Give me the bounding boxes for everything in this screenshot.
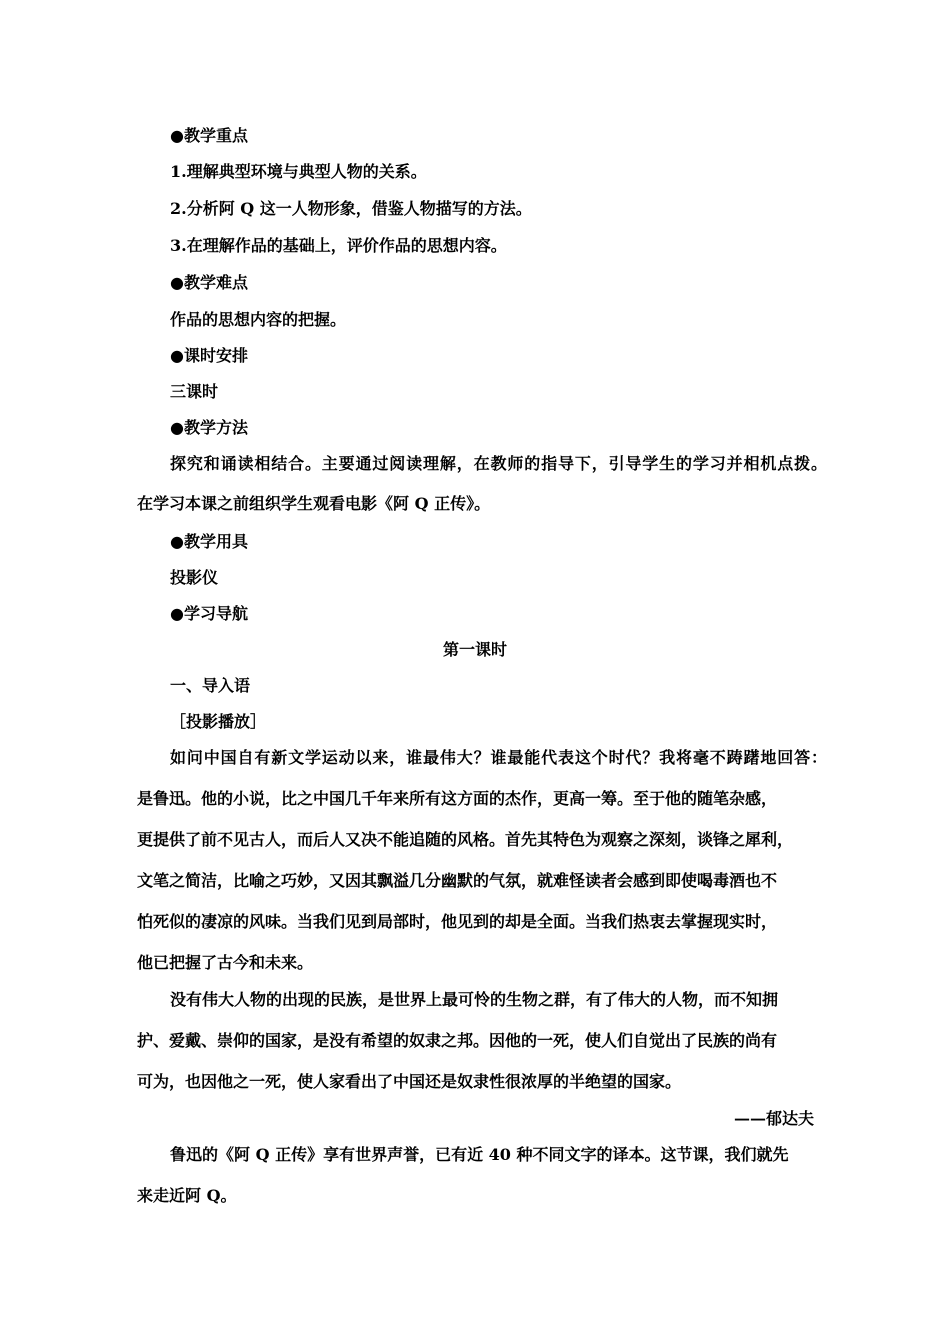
quote-attribution: ——郁达夫 [733, 1109, 814, 1128]
projection-label: ［投影播放］ [170, 712, 267, 731]
closing-line-2: 来走近阿 Q。 [137, 1186, 237, 1205]
tools-heading: ●教学用具 [170, 532, 248, 551]
lesson-title: 第一课时 [442, 640, 507, 659]
method-heading: ●教学方法 [170, 418, 248, 437]
focus-heading: ●教学重点 [170, 126, 248, 145]
difficulty-text: 作品的思想内容的把握。 [170, 310, 347, 329]
quote-line: 护、爱戴、崇仰的国家，是没有希望的奴隶之邦。因他的一死，使人们自觉出了民族的尚有 [137, 1031, 778, 1050]
quote-line: 没有伟大人物的出现的民族，是世界上最可怜的生物之群，有了伟大的人物，而不知拥 [170, 990, 779, 1009]
method-line-2: 在学习本课之前组织学生观看电影《阿 Q 正传》。 [137, 494, 491, 513]
closing-line-1: 鲁迅的《阿 Q 正传》享有世界声誉，已有近 40 种不同文字的译本。这节课，我们就先 [170, 1145, 789, 1164]
part-heading: 一、导入语 [170, 676, 251, 695]
difficulty-heading: ●教学难点 [170, 273, 248, 292]
method-line-1: 探究和诵读相结合。主要通过阅读理解，在教师的指导下，引导学生的学习并相机点拨。 [170, 454, 827, 473]
schedule-heading: ●课时安排 [170, 346, 248, 365]
quote-line: 可为，也因他之一死，使人家看出了中国还是奴隶性很浓厚的半绝望的国家。 [137, 1072, 682, 1091]
focus-item-1: 1.理解典型环境与典型人物的关系。 [170, 162, 427, 181]
quote-line: 如问中国自有新文学运动以来，谁最伟大？谁最能代表这个时代？我将毫不踌躇地回答： [170, 748, 827, 767]
quote-line: 是鲁迅。他的小说，比之中国几千年来所有这方面的杰作，更高一筹。至于他的随笔杂感， [137, 789, 778, 808]
focus-item-3: 3.在理解作品的基础上，评价作品的思想内容。 [170, 236, 507, 255]
quote-line: 文笔之简洁，比喻之巧妙，又因其飘溢几分幽默的气氛，就难怪读者会感到即使喝毒酒也不 [137, 871, 778, 890]
schedule-text: 三课时 [170, 382, 219, 401]
quote-line: 他已把握了古今和未来。 [137, 953, 314, 972]
quote-line: 更提供了前不见古人，而后人又决不能追随的风格。首先其特色为观察之深刻，谈锋之犀利， [137, 830, 794, 849]
quote-line: 怕死似的凄凉的风味。当我们见到局部时，他见到的却是全面。当我们热衷去掌握现实时， [137, 912, 778, 931]
focus-item-2: 2.分析阿 Q 这一人物形象，借鉴人物描写的方法。 [170, 199, 532, 218]
guide-heading: ●学习导航 [170, 604, 248, 623]
tools-text: 投影仪 [170, 568, 219, 587]
